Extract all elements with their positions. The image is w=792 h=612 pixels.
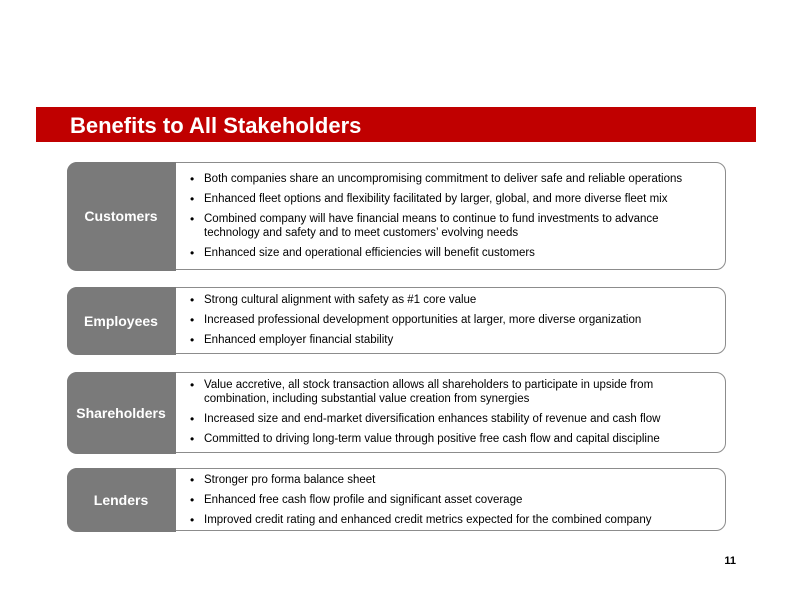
bullet-item: • Enhanced free cash flow profile and significant asset coverage — [190, 493, 715, 507]
bullet-item: • Enhanced size and operational efficiencies will benefit customers — [190, 246, 715, 260]
bullet-item: • Improved credit rating and enhanced credit metrics expected for the combined company — [190, 513, 715, 527]
title-bar — [36, 107, 756, 142]
bullet-item: • Committed to driving long-term value through positive free cash flow and capital discipline — [190, 432, 715, 446]
bullet-item: • Both companies share an uncompromising commitment to deliver safe and reliable operations — [190, 172, 715, 186]
bullet-item: • Value accretive, all stock transaction allows all shareholders to participate in upside from combination, including substantial value creation from synergies — [190, 378, 715, 406]
bullet-list — [190, 378, 715, 452]
bullet-item: • Strong cultural alignment with safety as #1 core value — [190, 293, 715, 307]
section-label: Shareholders — [67, 372, 176, 454]
section-label: Employees — [67, 287, 176, 355]
section-employees — [67, 287, 726, 354]
section-lenders — [67, 468, 726, 531]
bullet-item: • Increased professional development opportunities at larger, more diverse organization — [190, 313, 715, 327]
section-shareholders — [67, 372, 726, 453]
bullet-item: • Enhanced employer financial stability — [190, 333, 715, 347]
page-number: 11 — [724, 555, 736, 567]
bullet-list — [190, 172, 715, 266]
page-title: Benefits to All Stakeholders — [70, 113, 362, 138]
bullet-item: • Enhanced fleet options and flexibility facilitated by larger, global, and more diverse fleet mix — [190, 192, 715, 206]
bullet-list — [190, 473, 715, 533]
section-customers — [67, 162, 726, 270]
bullet-item: • Increased size and end-market diversification enhances stability of revenue and cash flow — [190, 412, 715, 426]
bullet-item: • Combined company will have financial means to continue to fund investments to advance technology and safety and to meet customers’ evolving needs — [190, 212, 715, 240]
bullet-item: • Stronger pro forma balance sheet — [190, 473, 715, 487]
section-label: Lenders — [67, 468, 176, 532]
bullet-list — [190, 293, 715, 353]
section-label: Customers — [67, 162, 176, 271]
